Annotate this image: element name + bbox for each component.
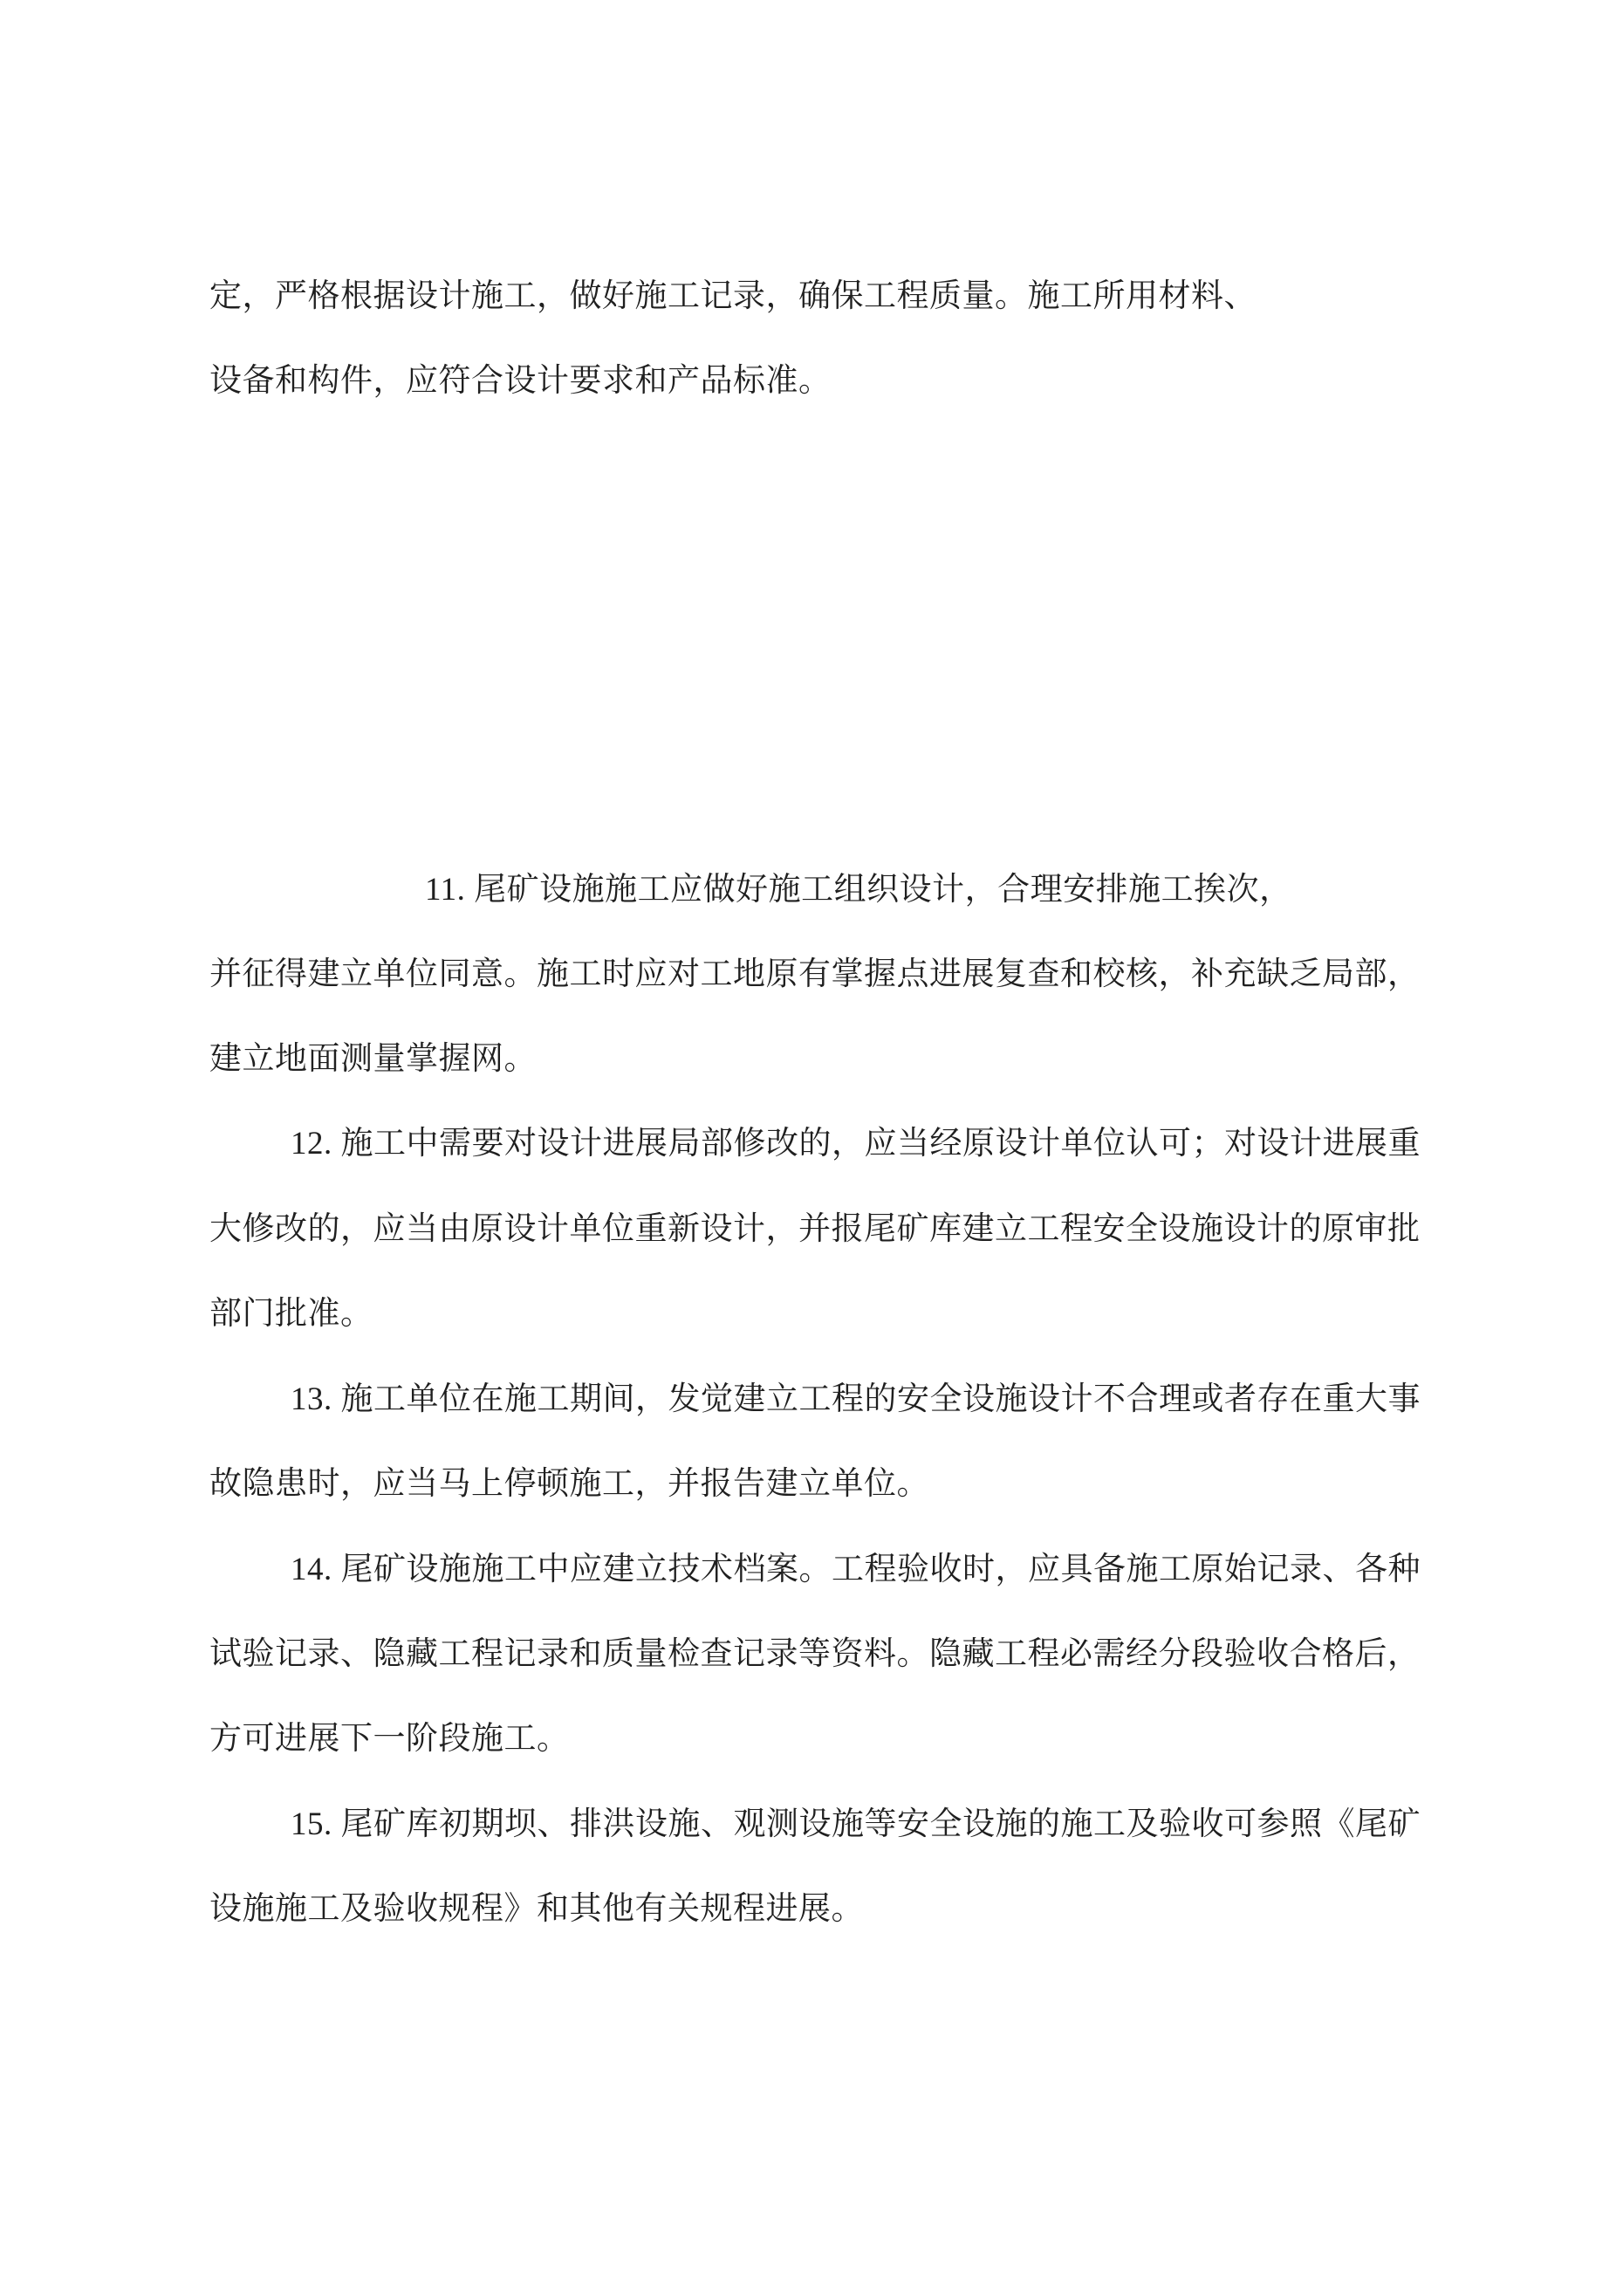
text-line: 设施施工及验收规程》和其他有关规程进展。	[209, 1891, 864, 1927]
text-line-item-15: 15. 尾矿库初期坝、排洪设施、观测设施等安全设施的施工及验收可参照《尾矿	[291, 1806, 1421, 1842]
text-line-item-14: 14. 尾矿设施施工中应建立技术档案。工程验收时，应具备施工原始记录、各种	[291, 1552, 1421, 1587]
text-line: 方可进展下一阶段施工。	[209, 1721, 570, 1757]
text-line: 部门批准。	[209, 1296, 373, 1332]
text-line: 建立地面测量掌握网。	[209, 1041, 537, 1077]
text-line: 定，严格根据设计施工，做好施工记录，确保工程质量。施工所用材料、	[209, 278, 1257, 314]
text-line-item-13: 13. 施工单位在施工期间，发觉建立工程的安全设施设计不合理或者存在重大事	[291, 1381, 1421, 1417]
text-line: 大修改的，应当由原设计单位重新设计，并报尾矿库建立工程安全设施设计的原审批	[209, 1211, 1421, 1247]
text-line: 设备和构件，应符合设计要求和产品标准。	[209, 363, 832, 399]
text-line: 试验记录、隐藏工程记录和质量检查记录等资料。隐藏工程必需经分段验收合格后，	[209, 1636, 1421, 1672]
text-line-item-12: 12. 施工中需要对设计进展局部修改的，应当经原设计单位认可；对设计进展重	[291, 1126, 1421, 1162]
text-line-item-11: 11. 尾矿设施施工应做好施工组织设计，合理安排施工挨次，	[425, 872, 1292, 908]
text-line: 并征得建立单位同意。施工时应对工地原有掌握点进展复查和校核，补充缺乏局部，	[209, 956, 1421, 992]
text-line: 故隐患时，应当马上停顿施工，并报告建立单位。	[209, 1466, 929, 1502]
